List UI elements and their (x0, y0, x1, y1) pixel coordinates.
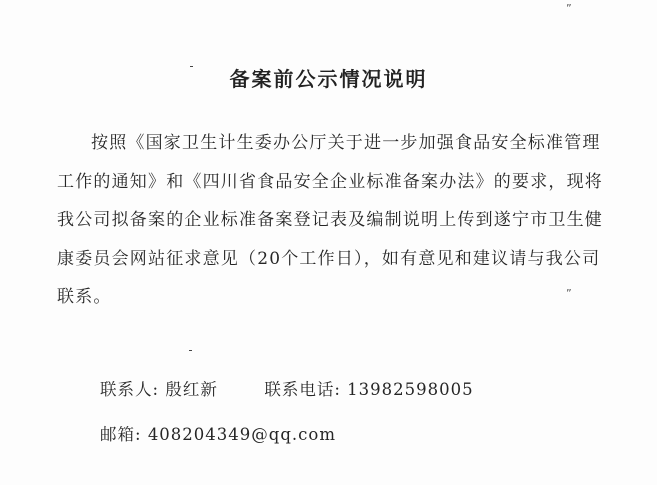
email-label: 邮箱: (100, 425, 142, 444)
contact-name: 殷红新 (165, 380, 218, 399)
document-title: 备案前公示情况说明 (229, 67, 428, 91)
contact-email-line (100, 421, 336, 445)
phone-number: 13982598005 (347, 380, 474, 399)
email-address: 408204349@qq.com (147, 425, 336, 444)
contact-label: 联系人: (100, 380, 160, 399)
body-paragraph: 按照《国家卫生计生委办公厅关于进一步加强食品安全标准管理工作的通知》和《四川省食品安全企业标准备案办法》的要求，现将我公司拟备案的企业标准备案登记表及编制说明上传到遂宁市卫生健康委员会网站征求意见（20个工作日），如有意见和建议请与我公司联系。 (57, 133, 603, 307)
scan-mark-mid-right: ” (566, 287, 572, 300)
scan-speck (189, 350, 192, 351)
contact-person-line (100, 376, 474, 400)
scan-mark-top-right: ” (566, 2, 572, 15)
phone-label: 联系电话: (264, 380, 341, 399)
